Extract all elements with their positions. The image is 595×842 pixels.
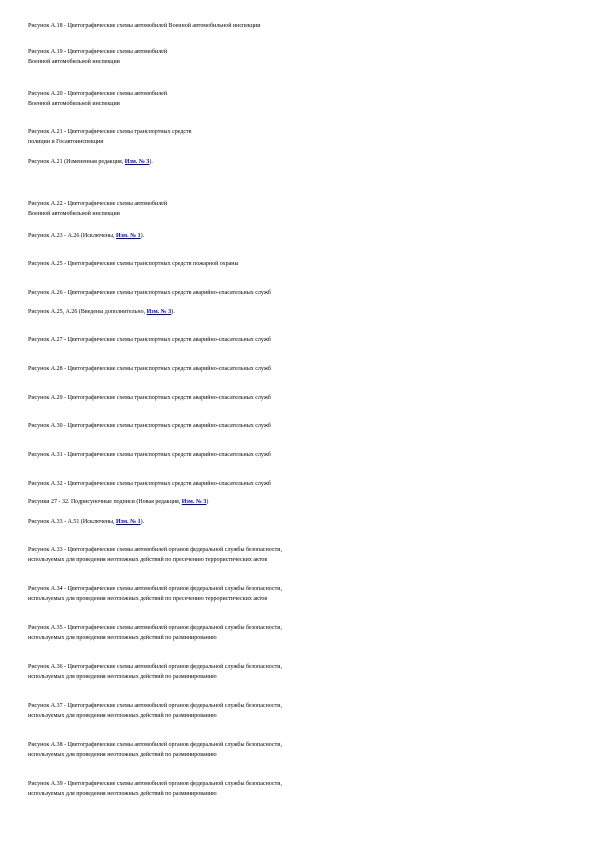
caption-text: Рисунок А.22 - Цветографические схемы автомобилей — [28, 201, 168, 207]
caption-text: ). — [140, 233, 145, 239]
caption-line — [28, 751, 217, 760]
caption-text: ). — [171, 309, 175, 315]
caption-text: используемых для проведения неотложных действий по разминированию — [28, 791, 217, 797]
caption-line — [28, 498, 208, 507]
caption-text: Рисунки 27 - 32. Подрисуночные подписи (Новая редакция, — [28, 499, 182, 505]
caption-text: Рисунок А.32 - Цветографические схемы транспортных средств аварийно-спасательных служб — [28, 481, 271, 487]
caption-line — [28, 546, 282, 555]
caption-text: Рисунок А.29 - Цветографические схемы транспортных средств аварийно-спасательных служб — [28, 395, 271, 401]
caption-line — [28, 518, 144, 527]
caption-text: используемых для проведения неотложных действий по разминированию — [28, 713, 217, 719]
caption-line — [28, 624, 282, 633]
caption-text: используемых для проведения неотложных действий по разминированию — [28, 752, 217, 758]
caption-text: Военной автомобильной инспекции — [28, 59, 120, 65]
caption-line — [28, 308, 175, 317]
caption-line — [28, 100, 120, 109]
caption-line — [28, 585, 282, 594]
caption-line — [28, 128, 192, 137]
caption-line — [28, 663, 282, 672]
caption-line — [28, 158, 153, 167]
caption-line — [28, 741, 282, 750]
amendment-link[interactable]: Изм. № 1 — [116, 519, 141, 525]
caption-line — [28, 365, 271, 374]
caption-text: Рисунок А.34 - Цветографические схемы автомобилей органов федеральной службы безопасности, — [28, 586, 282, 592]
caption-text: Рисунок А.30 - Цветографические схемы транспортных средств аварийно-спасательных служб — [28, 423, 271, 429]
caption-line — [28, 712, 217, 721]
caption-text: Военной автомобильной инспекции — [28, 101, 120, 107]
caption-text: Рисунок А.28 - Цветографические схемы транспортных средств аварийно-спасательных служб — [28, 366, 271, 372]
caption-text: Рисунок А.36 - Цветографические схемы автомобилей органов федеральной службы безопасности, — [28, 664, 282, 670]
caption-line — [28, 556, 267, 565]
caption-text: Рисунок А.33 - Цветографические схемы автомобилей органов федеральной службы безопасности, — [28, 547, 282, 553]
amendment-link[interactable]: Изм. № 3 — [181, 499, 207, 505]
caption-line — [28, 22, 260, 31]
caption-line — [28, 451, 271, 460]
caption-line — [28, 260, 239, 269]
caption-text: Рисунок А.25, А.26 (Введены дополнительно, — [28, 309, 147, 315]
caption-line — [28, 790, 217, 799]
caption-text: Рисунок А.27 - Цветографические схемы транспортных средств аварийно-спасательных служб — [28, 337, 271, 343]
caption-line — [28, 780, 282, 789]
caption-text: Рисунок А.23 - А.26 (Исключены, — [28, 233, 117, 239]
caption-text: Рисунок А.18 - Цветографические схемы автомобилей Военной автомобильной инспекции — [28, 23, 261, 29]
caption-line — [28, 634, 217, 643]
caption-line — [28, 394, 271, 403]
caption-line — [28, 702, 282, 711]
caption-text: Рисунок А.20 - Цветографические схемы автомобилей — [28, 91, 168, 97]
caption-line — [28, 48, 167, 57]
caption-text: Рисунок А.37 - Цветографические схемы автомобилей органов федеральной службы безопасности, — [28, 703, 282, 709]
caption-text: Рисунок А.19 - Цветографические схемы автомобилей — [28, 49, 168, 55]
caption-text: Рисунок А.21 - Цветографические схемы транспортных средств — [28, 129, 192, 135]
caption-text: ). — [149, 159, 153, 165]
caption-text: Военной автомобильной инспекции — [28, 211, 120, 217]
caption-text: Рисунок А.33 - А.51 (Исключены, — [28, 519, 117, 525]
caption-text: Рисунок А.25 - Цветографические схемы транспортных средств пожарной охраны — [28, 261, 239, 267]
caption-line — [28, 138, 103, 147]
caption-text: используемых для проведения неотложных действий по пресечению террористических актов — [28, 557, 268, 563]
caption-line — [28, 58, 120, 67]
amendment-link[interactable]: Изм. № 1 — [116, 233, 141, 239]
caption-line — [28, 336, 271, 345]
caption-text: ). — [140, 519, 145, 525]
caption-text: Рисунок А.31 - Цветографические схемы транспортных средств аварийно-спасательных служб — [28, 452, 271, 458]
caption-text: Рисунок А.26 - Цветографические схемы транспортных средств аварийно-спасательных служб — [28, 290, 271, 296]
caption-line — [28, 200, 167, 209]
caption-line — [28, 210, 120, 219]
caption-text: используемых для проведения неотложных действий по разминированию — [28, 674, 217, 680]
amendment-link[interactable]: Изм. № 3 — [146, 309, 172, 315]
caption-line — [28, 289, 271, 298]
caption-line — [28, 422, 271, 431]
caption-line — [28, 673, 217, 682]
amendment-link[interactable]: Изм. № 3 — [124, 159, 150, 165]
caption-text: используемых для проведения неотложных действий по разминированию — [28, 635, 217, 641]
caption-line — [28, 90, 167, 99]
caption-text: Рисунок А.21 (Измененная редакция, — [28, 159, 125, 165]
caption-text: Рисунок А.39 - Цветографические схемы автомобилей органов федеральной службы безопасности, — [28, 781, 282, 787]
caption-text: используемых для проведения неотложных действий по пресечению террористических актов — [28, 596, 268, 602]
caption-text: Рисунок А.38 - Цветографические схемы автомобилей органов федеральной службы безопасности, — [28, 742, 282, 748]
caption-text: Рисунок А.35 - Цветографические схемы автомобилей органов федеральной службы безопасности, — [28, 625, 282, 631]
caption-text: ) — [206, 499, 209, 505]
caption-line — [28, 595, 267, 604]
caption-line — [28, 480, 271, 489]
caption-line — [28, 232, 144, 241]
caption-text: полиции и Госавтоинспекции — [28, 139, 104, 145]
